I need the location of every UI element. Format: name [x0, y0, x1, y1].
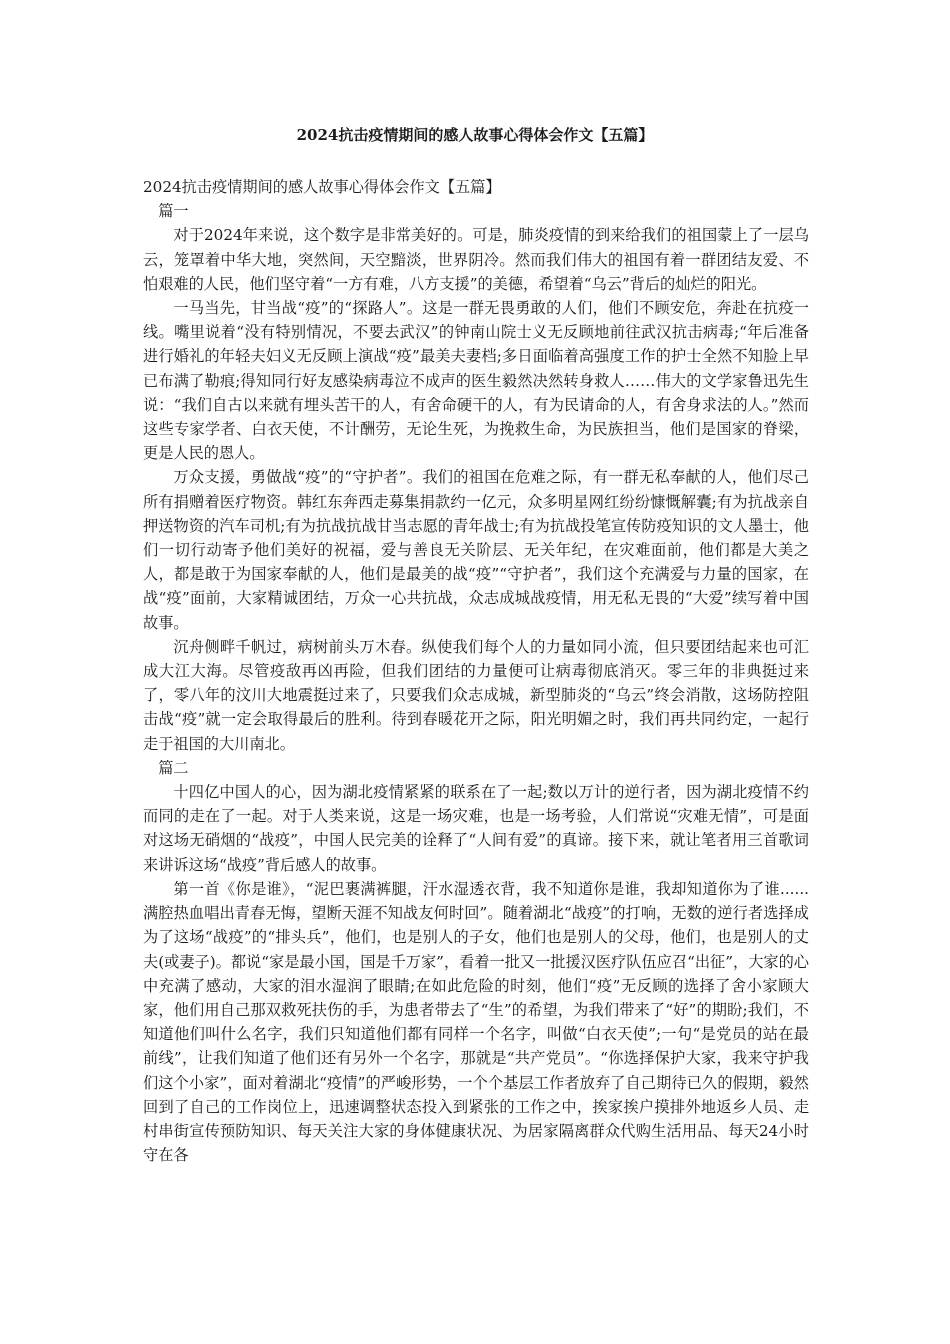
paragraph-2: 一马当先，甘当战“疫”的“探路人”。这是一群无畏勇敢的人们，他们不顾安危，奔赴在抗疫一线。嘴里说着“没有特别情况，不要去武汉”的钟南山院士义无反顾地前往武汉抗击病毒;“年后准备进行婚礼的年轻夫妇义无反顾上演战“疫”最美夫妻档;多日面临着高强度工作的护士全然不知脸上早已布满了勒痕;得知同行好友感染病毒泣不成声的医生毅然决然转身救人……伟大的文学家鲁迅先生说：“我们自古以来就有埋头苦干的人，有舍命硬干的人，有为民请命的人，有舍身求法的人。”然而这些专家学者、白衣天使，不计酬劳，无论生死，为挽救生命，为民族担当，他们是国家的脊梁，更是人民的恩人。: [143, 299, 809, 463]
section-heading-1: 篇一: [158, 202, 189, 221]
paragraph-1: 对于2024年来说，这个数字是非常美好的。可是，肺炎疫情的到来给我们的祖国蒙上了一层乌云，笼罩着中华大地，突然间，天空黯淡，世界阴冷。然而我们伟大的祖国有着一群团结友爱、不怕艰难的人民，他们坚守着“一方有难，八方支援”的美德，希望着“乌云”背后的灿烂的阳光。: [143, 226, 809, 293]
paragraph-6: 第一首《你是谁》，“泥巴裹满裤腿，汗水湿透衣背，我不知道你是谁，我却知道你为了谁......满腔热血唱出青春无悔，望断天涯不知战友何时回”。随着湖北“战疫”的打响，无数的逆行者选择成为了这场“战疫”的“排头兵”，他们，也是别人的子女，他们也是别人的父母，他们，也是别人的丈夫(或妻子)。都说“家是最小国，国是千万家”，看着一批又一批援汉医疗队伍应召“出征”，大家的心中充满了感动，大家的泪水湿润了眼睛;在如此危险的时刻，他们“疫”无反顾的选择了舍小家顾大家，他们用自己那双救死扶伤的手，为患者带去了“生”的希望，为我们带来了“好”的期盼;我们，不知道他们叫什么名字，我们只知道他们都有同样一个名字，叫做“白衣天使”;一句“是党员的站在最前线”，让我们知道了他们还有另外一个名字，那就是“共产党员”。“你选择保护大家，我来守护我们这个小家”，面对着湖北“疫情”的严峻形势，一个个基层工作者放弃了自己期待已久的假期，毅然回到了自己的工作岗位上，迅速调整状态投入到紧张的工作之中，挨家挨户摸排外地返乡人员、走村串街宣传预防知识、每天关注大家的身体健康状况、为居家隔离群众代购生活用品、每天24小时守在各: [143, 879, 809, 1165]
paragraph-5: 十四亿中国人的心，因为湖北疫情紧紧的联系在了一起;数以万计的逆行者，因为湖北疫情不约而同的走在了一起。对于人类来说，这是一场灾难，也是一场考验，人们常说“灾难无情”，可是面对这场无硝烟的“战疫”，中国人民完美的诠释了“人间有爱”的真谛。接下来，就让笔者用三首歌词来讲诉这场“战疫”背后感人的故事。: [143, 783, 809, 874]
document-title: 2024抗击疫情期间的感人故事心得体会作文【五篇】: [296, 126, 654, 144]
document-subtitle: 2024抗击疫情期间的感人故事心得体会作文【五篇】: [143, 178, 501, 196]
document-body: [143, 175, 809, 1167]
section-heading-2: 篇二: [158, 758, 189, 777]
paragraph-3: 万众支援，勇做战“疫”的“守护者”。我们的祖国在危难之际，有一群无私奉献的人，他们尽己所有捐赠着医疗物资。韩红东奔西走募集捐款约一亿元，众多明星网红纷纷慷慨解囊;有为抗战亲自押送物资的汽车司机;有为抗战抗战甘当志愿的青年战士;有为抗战投笔宣传防疫知识的文人墨士，他们一切行动寄予他们美好的祝福，爱与善良无关阶层、无关年纪，在灾难面前，他们都是大美之人，都是敢于为国家奉献的人，他们是最美的战“疫”“守护者”，我们这个充满爱与力量的国家，在战“疫”面前，大家精诚团结，万众一心共抗战，众志成城战疫情，用无私无畏的“大爱”续写着中国故事。: [143, 468, 809, 632]
paragraph-4: 沉舟侧畔千帆过，病树前头万木春。纵使我们每个人的力量如同小流，但只要团结起来也可汇成大江大海。尽管疫敌再凶再险，但我们团结的力量便可让病毒彻底消灭。零三年的非典挺过来了，零八年的汶川大地震挺过来了，只要我们众志成城，新型肺炎的“乌云”终会消散，这场防控阻击战“疫”就一定会取得最后的胜利。待到春暖花开之际，阳光明媚之时，我们再共同约定，一起行走于祖国的大川南北。: [143, 637, 809, 753]
